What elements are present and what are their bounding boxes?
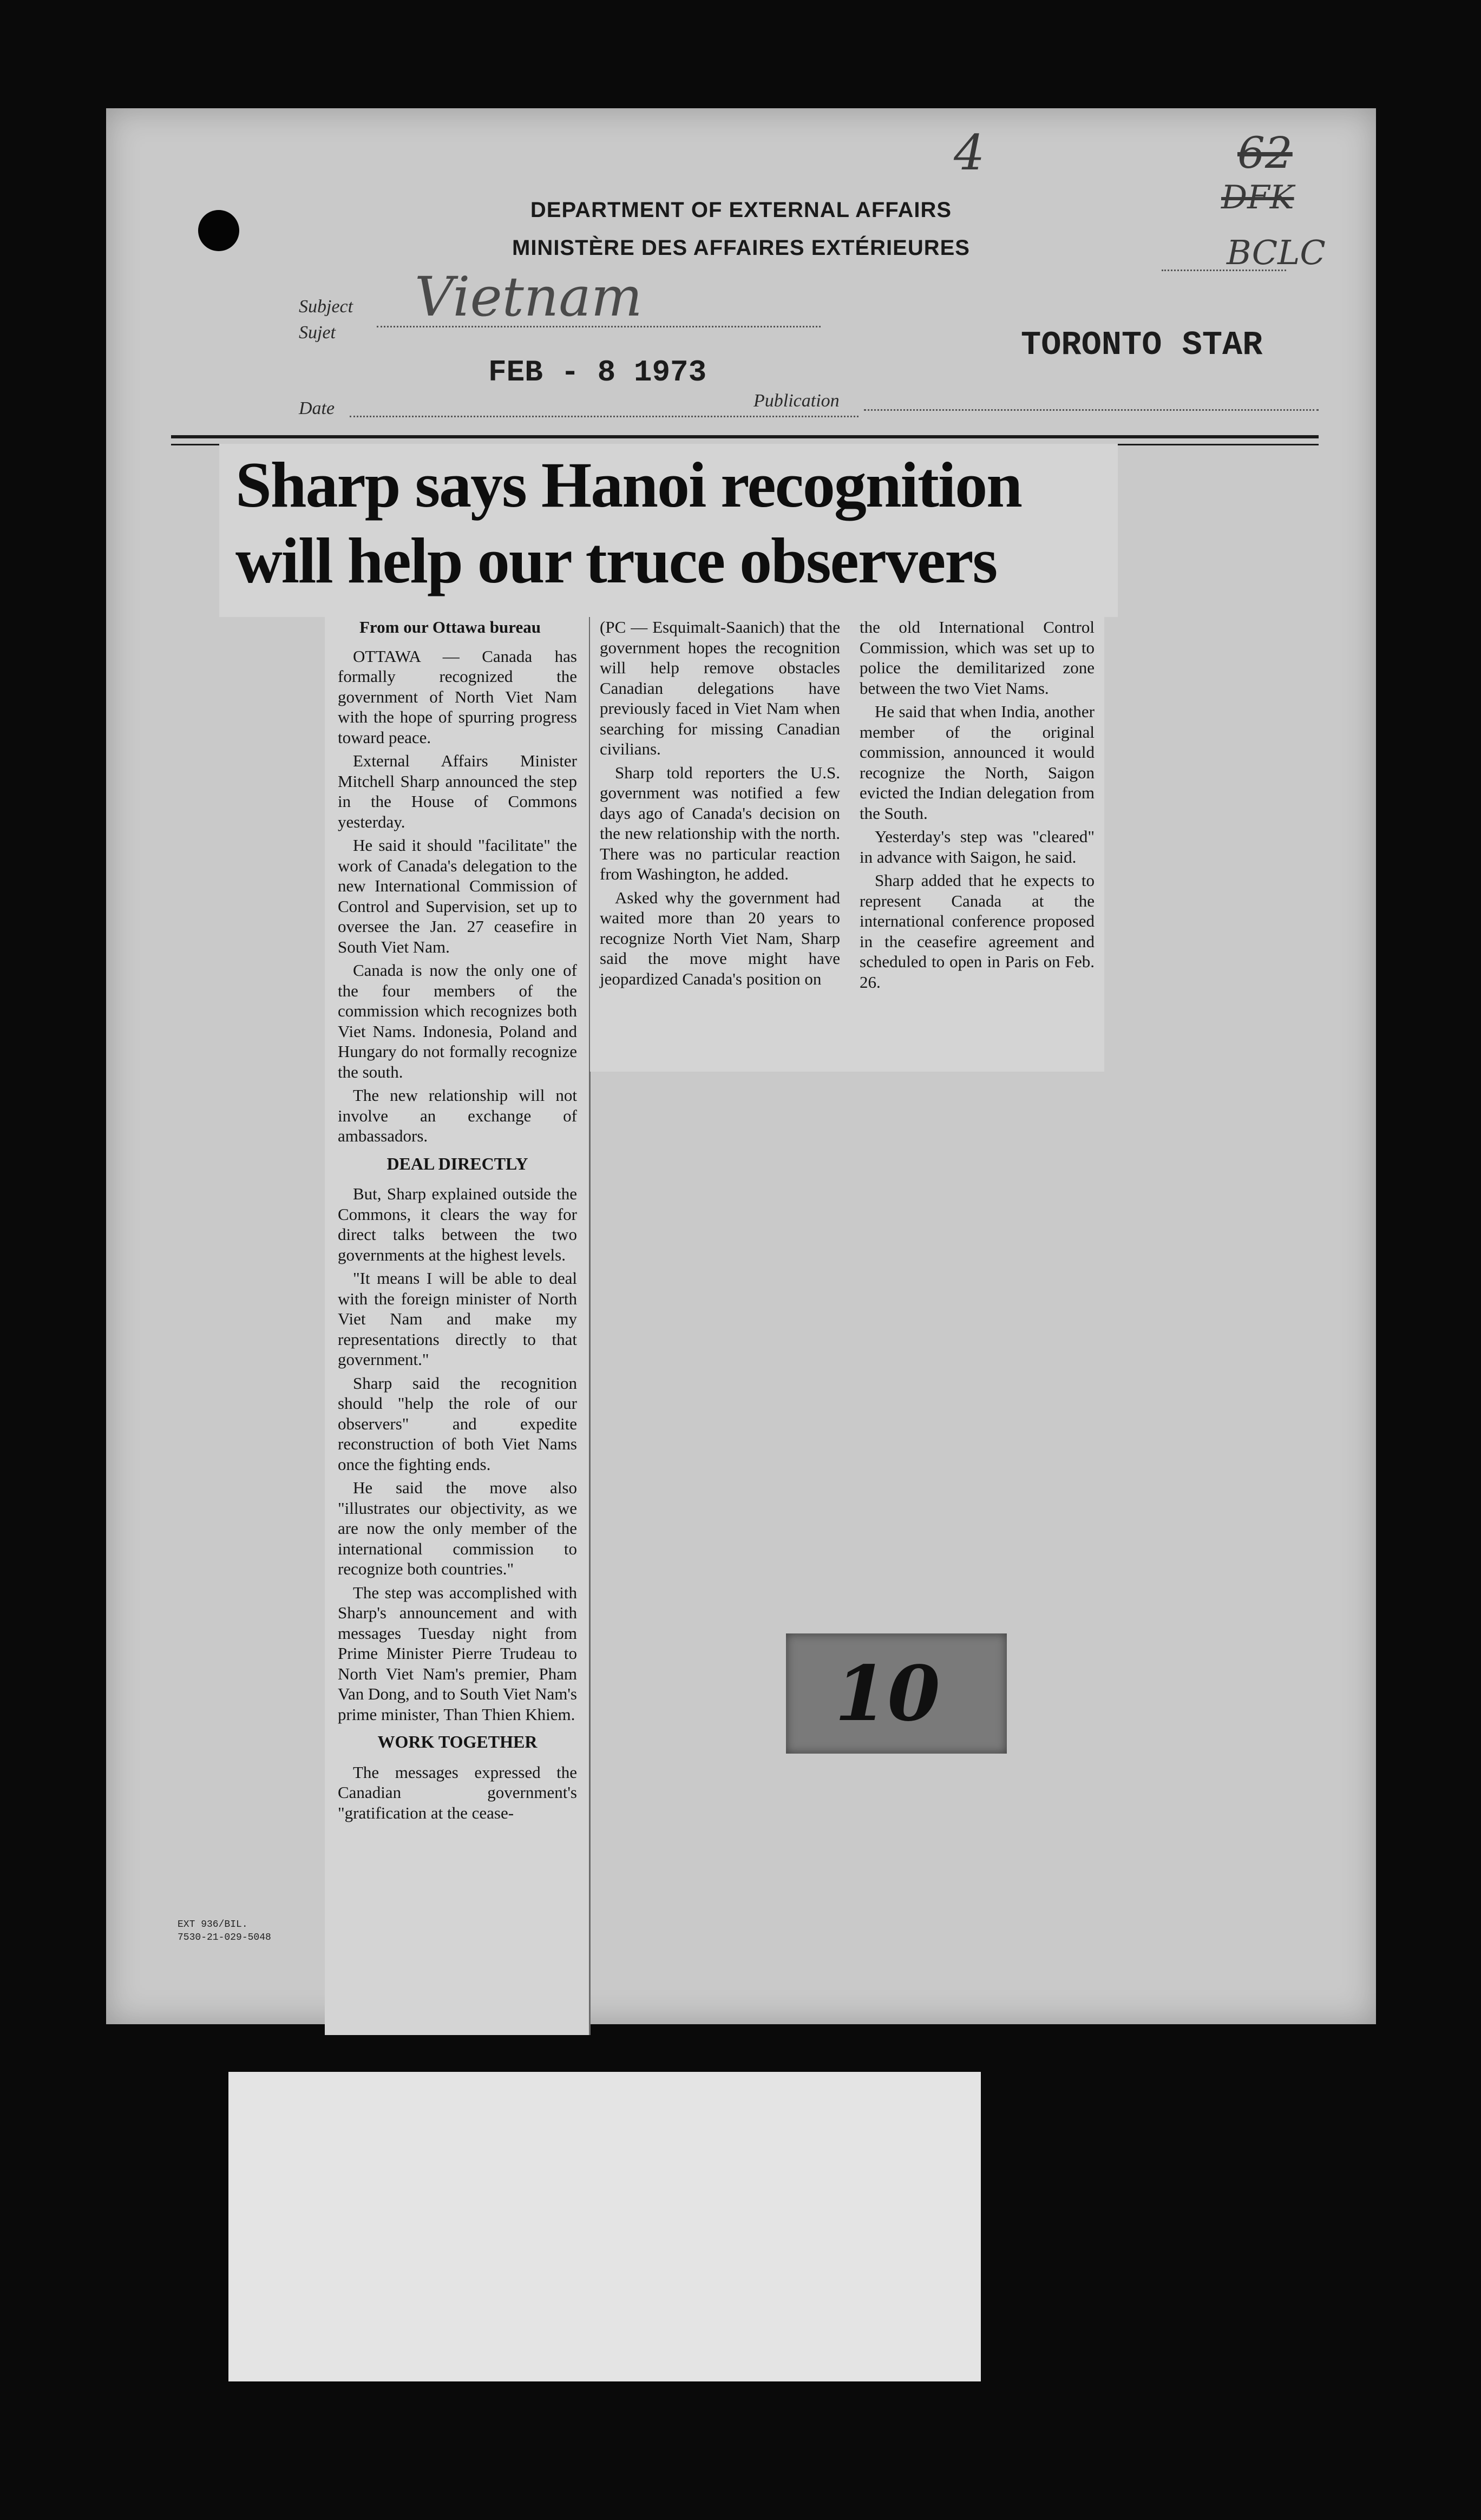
article-headline — [219, 447, 1123, 599]
paragraph: Asked why the government had waited more than 20 years to recognize North Viet Nam, Sharp said the move might have jeopardized Canada's position on — [600, 888, 840, 988]
paragraph: The new relationship will not involve an exchange of ambassadors. — [338, 1086, 577, 1145]
form-code-line-1: EXT 936/BIL. — [178, 1919, 248, 1930]
corner-mark-3: BCLC — [1227, 233, 1326, 272]
subject-label: Subject — [299, 297, 353, 317]
corner-mark-2: DFK — [1221, 179, 1294, 216]
subject-dotted-line — [377, 326, 821, 327]
headline-line-1: Sharp says Hanoi recognition — [235, 449, 1022, 521]
form-code-line-2: 7530-21-029-5048 — [178, 1932, 271, 1943]
form-rule-thick — [171, 435, 1319, 438]
article-column-2 — [590, 617, 850, 1072]
form-code — [178, 1918, 271, 1944]
subject-value: Vietnam — [415, 265, 643, 329]
sujet-label: Sujet — [299, 323, 336, 343]
subhead-deal-directly: DEAL DIRECTLY — [386, 1153, 528, 1173]
subhead-work-together: WORK TOGETHER — [377, 1732, 538, 1751]
corner-mark-1: 62 — [1237, 128, 1293, 178]
date-dotted-line — [350, 416, 859, 417]
paragraph: External Affairs Minister Mitchell Sharp announced the step in the House of Commons yesterday. — [338, 751, 577, 831]
paragraph: Yesterday's step was "cleared" in advance with Saigon, he said. — [860, 827, 1095, 867]
paragraph: The messages expressed the Canadian government's "gratification at the cease- — [338, 1762, 577, 1822]
page-mark: 4 — [954, 124, 985, 181]
article-column-1 — [325, 617, 590, 2035]
paragraph: Canada is now the only one of the four members of the commission which recognizes both Viet Nams. Indonesia, Poland and Hungary do not formally recognize the south. — [338, 961, 577, 1081]
article-byline: From our Ottawa bureau — [359, 618, 541, 636]
department-header-fr: MINISTÈRE DES AFFAIRES EXTÉRIEURES — [512, 236, 970, 260]
publication-dotted-line — [864, 409, 1319, 411]
article-column-3 — [850, 617, 1104, 1072]
paragraph: But, Sharp explained outside the Commons, it clears the way for direct talks between the two governments at the highest levels. — [338, 1184, 577, 1264]
department-header-en: DEPARTMENT OF EXTERNAL AFFAIRS — [530, 198, 952, 222]
date-value: FEB - 8 1973 — [488, 355, 707, 390]
article-headline-block — [219, 444, 1118, 617]
paragraph: (PC — Esquimalt-Saanich) that the government hopes the recognition will help remove obstacles Canadian delegations have previously faced in Viet Nam when searching for missing Canadian civilians. — [600, 618, 840, 758]
paragraph: He said the move also "illustrates our objectivity, as we are now the only member of the international commission to recognize both countries." — [338, 1478, 577, 1578]
paragraph: Sharp told reporters the U.S. government was notified a few days ago of Canada's decision on the new relationship with the north. There was no particular reaction from Washington, he added. — [600, 763, 840, 883]
publication-value: TORONTO STAR — [1021, 326, 1263, 364]
date-label: Date — [299, 398, 335, 418]
paragraph: Sharp said the recognition should "help the role of our observers" and expedite reconstruction of both Viet Nams once the fighting ends. — [338, 1373, 577, 1474]
headline-line-2: will help our truce observers — [235, 524, 997, 596]
corner-dotted-line — [1162, 270, 1286, 271]
paragraph: The step was accomplished with Sharp's announcement and with messages Tuesday night from Prime Minister Pierre Trudeau to North Viet Nam's premier, Pham Van Dong, and to South Viet Nam's prime minister, Than Thien Khiem. — [338, 1583, 577, 1724]
paragraph: the old International Control Commission, which was set up to police the demilitarized zone between the two Viet Nams. — [860, 618, 1095, 698]
paragraph: He said it should "facilitate" the work of Canada's delegation to the new International Commission of Control and Supervision, set up to oversee the Jan. 27 ceasefire in South Viet Nam. — [338, 836, 577, 956]
publication-label: Publication — [753, 391, 840, 411]
paragraph: "It means I will be able to deal with the foreign minister of North Viet Nam and make my representations directly to that government." — [338, 1269, 577, 1369]
blank-card — [228, 2072, 981, 2381]
paragraph: Sharp added that he expects to represent Canada at the international conference proposed in the ceasefire agreement and scheduled to open in Paris on Feb. 26. — [860, 871, 1095, 992]
film-tag-patch — [786, 1633, 1007, 1754]
paragraph: OTTAWA — Canada has formally recognized the government of North Viet Nam with the hope of spurring progress toward peace. — [338, 646, 577, 747]
tag-mark: 10 — [835, 1650, 940, 1738]
paragraph: He said that when India, another member of the original commission, announced it would recognize the North, Saigon evicted the Indian delegation from the South. — [860, 702, 1095, 823]
